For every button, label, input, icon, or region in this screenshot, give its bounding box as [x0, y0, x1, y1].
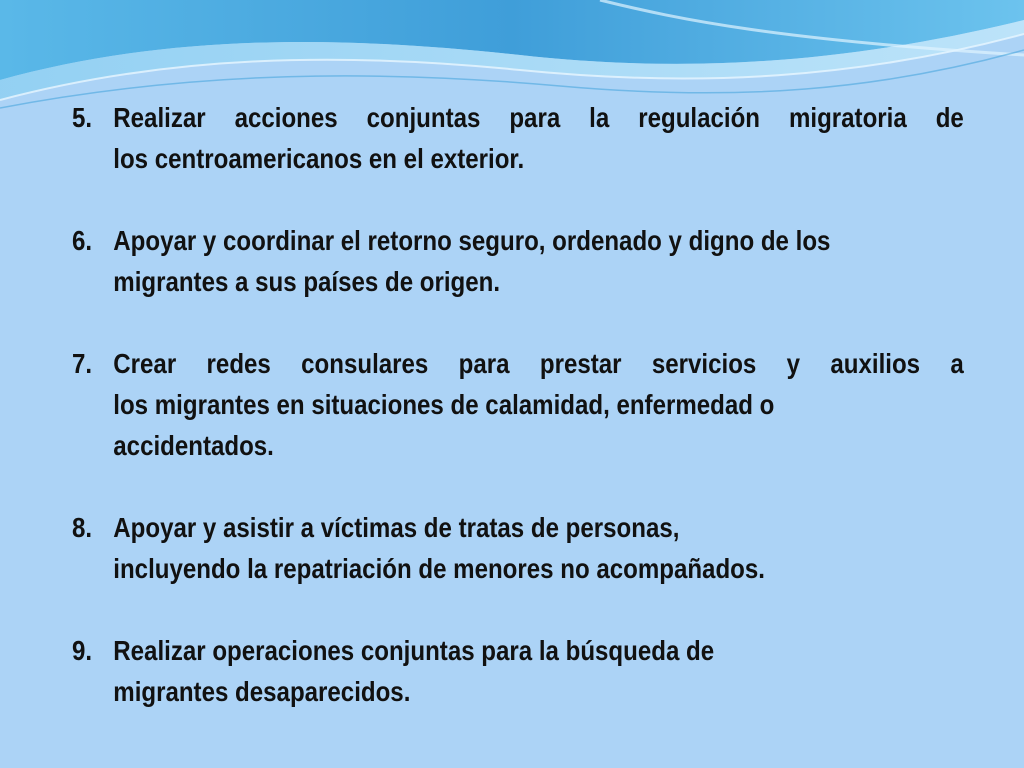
item-text — [113, 507, 964, 589]
item-text — [113, 97, 964, 179]
item-text-line: Realizar acciones conjuntas para la regulación migratoria de — [113, 102, 964, 133]
item-text-line: Apoyar y coordinar el retorno seguro, ordenado y digno de los — [113, 225, 831, 256]
item-text-line: Apoyar y asistir a víctimas de tratas de personas, — [113, 512, 680, 543]
item-text-line: migrantes a sus países de origen. — [113, 266, 501, 297]
item-text-line: los centroamericanos en el exterior. — [113, 143, 525, 174]
list-item — [72, 220, 964, 302]
item-text-line: incluyendo la repatriación de menores no acompañados. — [113, 553, 765, 584]
item-number: 6. — [72, 225, 93, 256]
item-number: 9. — [72, 635, 93, 666]
item-text-line: accidentados. — [113, 430, 274, 461]
item-number: 8. — [72, 512, 93, 543]
list-item — [72, 507, 964, 589]
numbered-list — [72, 97, 964, 753]
item-text-line: Realizar operaciones conjuntas para la búsqueda de — [113, 635, 715, 666]
item-text-line: los migrantes en situaciones de calamidad, enfermedad o — [113, 389, 775, 420]
list-item — [72, 630, 964, 712]
list-item — [72, 343, 964, 466]
item-text-line: migrantes desaparecidos. — [113, 676, 411, 707]
item-text — [113, 343, 964, 466]
item-number: 5. — [72, 102, 93, 133]
item-number: 7. — [72, 348, 93, 379]
item-text — [113, 220, 964, 302]
item-text-line: Crear redes consulares para prestar servicios y auxilios a — [113, 348, 964, 379]
list-item — [72, 97, 964, 179]
item-text — [113, 630, 964, 712]
